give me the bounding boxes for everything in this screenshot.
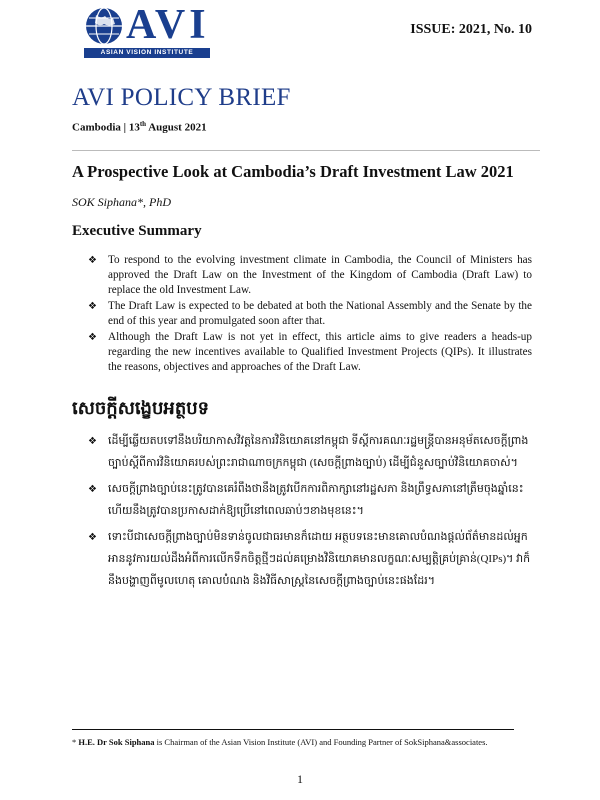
- meta-separator: |: [120, 121, 129, 134]
- exec-bullet: [88, 299, 532, 329]
- footnote: [72, 737, 512, 748]
- exec-bullet: [88, 253, 532, 298]
- exec-bullet: [88, 330, 532, 375]
- footnote-text: is Chairman of the Asian Vision Institute (AVI) and Founding Partner of SokSiphana&associates.: [154, 737, 488, 747]
- logo-subtitle: ASIAN VISION INSTITUTE: [100, 49, 194, 56]
- meta-day: 13: [128, 121, 140, 134]
- khmer-bullet: [88, 430, 532, 474]
- diamond-bullet-icon: ❖: [88, 532, 97, 543]
- exec-bullet-text: To respond to the evolving investment climate in Cambodia, the Council of Ministers has approved the Draft Law on the Investment of the Kingdom of Cambodia (Draft Law) to replace the old Investment Law.: [108, 254, 532, 296]
- logo-wordmark: AVI: [126, 2, 210, 48]
- avi-logo: [84, 2, 214, 58]
- header-divider: [72, 150, 540, 151]
- diamond-bullet-icon: ❖: [88, 436, 97, 447]
- khmer-bullet: [88, 526, 532, 592]
- meta-day-suffix: th: [139, 120, 147, 128]
- publication-meta: [72, 120, 207, 134]
- diamond-bullet-icon: ❖: [88, 255, 97, 266]
- meta-country: Cambodia: [72, 121, 121, 134]
- khmer-bullet-text: ដើម្បីឆ្លើយតបទៅនឹងបរិយាកាសវិវត្តនៃការវិនិយោគនៅកម្ពុជា ទីស្តីការគណៈរដ្ឋមន្ត្រីបានអនុម័តសេចក្តីព្រាងច្បាប់ស្តីពីការវិនិយោគរបស់ព្រះរាជាណាចក្រកម្ពុជា (សេចក្តីព្រាងច្បាប់) ដើម្បីជំនួសច្បាប់វិនិយោគចាស់។: [108, 435, 529, 469]
- exec-bullet-text: The Draft Law is expected to be debated at both the National Assembly and the Senate by the end of this year and promulgated soon after that.: [108, 300, 532, 327]
- issue-number: ISSUE: 2021, No. 10: [410, 22, 532, 37]
- globe-icon: [84, 6, 124, 46]
- exec-summary-list: [88, 253, 532, 376]
- khmer-bullet-text: សេចក្តីព្រាងច្បាប់នេះត្រូវបានគេរំពឹងថានឹងត្រូវបើកការពិភាក្សានៅរដ្ឋសភា និងព្រឹទ្ធសភានៅត្រឹមចុងឆ្នាំនេះ ហើយនឹងត្រូវបានប្រកាសដាក់ឱ្យប្រើនៅពេលឆាប់ៗខាងមុខនេះ។: [108, 483, 524, 517]
- author: SOK Siphana*, PhD: [72, 195, 171, 209]
- khmer-bullet: [88, 478, 532, 522]
- brief-title: AVI POLICY BRIEF: [72, 84, 291, 111]
- article-title: A Prospective Look at Cambodia’s Draft Investment Law 2021: [72, 162, 514, 181]
- khmer-summary-list: [88, 430, 532, 596]
- diamond-bullet-icon: ❖: [88, 332, 97, 343]
- khmer-bullet-text: ទោះបីជាសេចក្តីព្រាងច្បាប់មិនទាន់ចូលជាធរមានក៏ដោយ អត្ថបទនេះមានគោលបំណងផ្តល់ព័ត៌មានដល់អ្នកអាននូវការយល់ដឹងអំពីការលើកទឹកចិត្តថ្មីៗដល់គម្រោងវិនិយោគមានលក្ខណៈសម្បត្តិគ្រប់គ្រាន់(QIPs)។ វាក៏នឹងបង្ហាញពីមូលហេតុ គោលបំណង និងវិធីសាស្ត្រនៃសេចក្តីព្រាងច្បាប់នេះផងដែរ។: [108, 531, 531, 587]
- exec-summary-heading: Executive Summary: [72, 223, 202, 239]
- diamond-bullet-icon: ❖: [88, 301, 97, 312]
- khmer-summary-heading: សេចក្តីសង្ខេបអត្ថបទ: [72, 398, 210, 419]
- footnote-divider: [72, 729, 514, 730]
- exec-bullet-text: Although the Draft Law is not yet in effect, this article aims to give readers a heads-up regarding the new incentives available to Qualified Investment Projects (QIPs). It illustrates the reasons, objectives and approaches of the Draft Law.: [108, 331, 532, 373]
- footnote-name: H.E. Dr Sok Siphana: [76, 737, 155, 747]
- footnote-marker: *: [72, 737, 77, 747]
- meta-month-year: August 2021: [146, 121, 207, 134]
- page-number: 1: [297, 772, 303, 786]
- diamond-bullet-icon: ❖: [88, 484, 97, 495]
